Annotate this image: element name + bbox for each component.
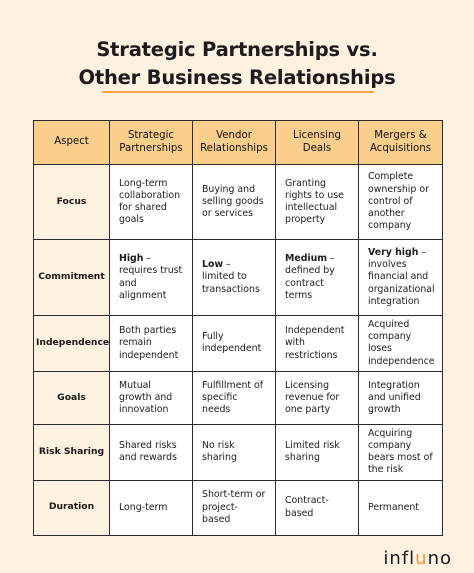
table-row xyxy=(34,371,443,424)
cell-emphasis: Low xyxy=(202,259,224,271)
cell-text: Buying and selling goods or services xyxy=(202,183,264,220)
title-line-1: Strategic Partnerships vs. xyxy=(96,38,378,61)
cell-text: Both parties remain independent xyxy=(119,325,179,361)
cell-emphasis: High xyxy=(119,253,144,265)
table-cell xyxy=(110,480,193,535)
cell-text: Licensing revenue for one party xyxy=(285,379,340,415)
page-title xyxy=(0,36,474,92)
aspect-label: Duration xyxy=(34,480,110,535)
cell-text: Limited risk sharing xyxy=(285,440,340,464)
table-cell xyxy=(110,316,193,372)
cell-text: No risk sharing xyxy=(202,440,237,464)
cell-text: Contract-based xyxy=(285,495,329,519)
cell-text: Shared risks and rewards xyxy=(119,440,177,464)
influno-logo: influno xyxy=(383,548,452,569)
column-header-licensing-deals: Licensing Deals xyxy=(276,121,359,165)
cell-text: Acquiring company bears most of the risk xyxy=(368,427,433,476)
cell-text: Long-term collaboration for shared goals xyxy=(119,177,181,226)
title-line-2: Other Business Relationships xyxy=(78,66,396,89)
table-cell xyxy=(110,165,193,240)
table-cell xyxy=(110,371,193,424)
table-cell xyxy=(276,424,359,480)
column-header-mergers-acquisitions: Mergers & Acquisitions xyxy=(359,121,443,165)
table-row xyxy=(34,424,443,480)
table-cell xyxy=(193,316,276,372)
table-cell xyxy=(276,165,359,240)
table-cell xyxy=(193,424,276,480)
table-cell xyxy=(359,240,443,316)
table-cell xyxy=(359,165,443,240)
table-cell xyxy=(359,371,443,424)
table-cell xyxy=(276,371,359,424)
cell-text: Mutual growth and innovation xyxy=(119,379,173,415)
table-row xyxy=(34,480,443,535)
table-row xyxy=(34,165,443,240)
column-header-aspect: Aspect xyxy=(34,121,110,165)
cell-text: Granting rights to use intellectual property xyxy=(285,177,344,226)
cell-text: – limited to transactions xyxy=(202,259,260,295)
cell-text: Permanent xyxy=(368,501,419,513)
cell-text: Fully independent xyxy=(202,331,262,355)
cell-text: Integration and unified growth xyxy=(368,379,421,415)
aspect-label: Goals xyxy=(34,371,110,424)
table-cell xyxy=(110,240,193,316)
table-row xyxy=(34,240,443,316)
table-cell xyxy=(359,316,443,372)
cell-text: Long-term xyxy=(119,501,168,513)
table-cell xyxy=(193,165,276,240)
aspect-label: Independence xyxy=(34,316,110,372)
aspect-label: Commitment xyxy=(34,240,110,316)
cell-text: – involves financial and organizational integration xyxy=(368,246,435,307)
table-cell xyxy=(193,480,276,535)
column-header-vendor-relationships: Vendor Relationships xyxy=(193,121,276,165)
cell-text: Acquired company loses independence xyxy=(368,319,435,367)
cell-text: Independent with restrictions xyxy=(285,325,345,361)
cell-text: Short-term or project-based xyxy=(202,489,266,525)
table-cell xyxy=(359,424,443,480)
aspect-label: Risk Sharing xyxy=(34,424,110,480)
column-header-strategic-partnerships: Strategic Partnerships xyxy=(110,121,193,165)
table-cell xyxy=(359,480,443,535)
table-header-row xyxy=(34,121,443,165)
cell-text: Complete ownership or control of another company xyxy=(368,171,429,232)
cell-text: – defined by contract terms xyxy=(285,253,335,301)
table-cell xyxy=(193,240,276,316)
title-underline xyxy=(102,91,374,93)
comparison-table xyxy=(33,120,443,536)
aspect-label: Focus xyxy=(34,165,110,240)
table-row xyxy=(34,316,443,372)
table-cell xyxy=(276,480,359,535)
table-cell xyxy=(110,424,193,480)
table-cell xyxy=(276,316,359,372)
cell-text: – requires trust and alignment xyxy=(119,253,183,301)
cell-emphasis: Very high xyxy=(368,246,419,258)
table-cell xyxy=(193,371,276,424)
cell-text: Fulfillment of specific needs xyxy=(202,379,264,415)
cell-emphasis: Medium xyxy=(285,253,328,265)
table-cell xyxy=(276,240,359,316)
